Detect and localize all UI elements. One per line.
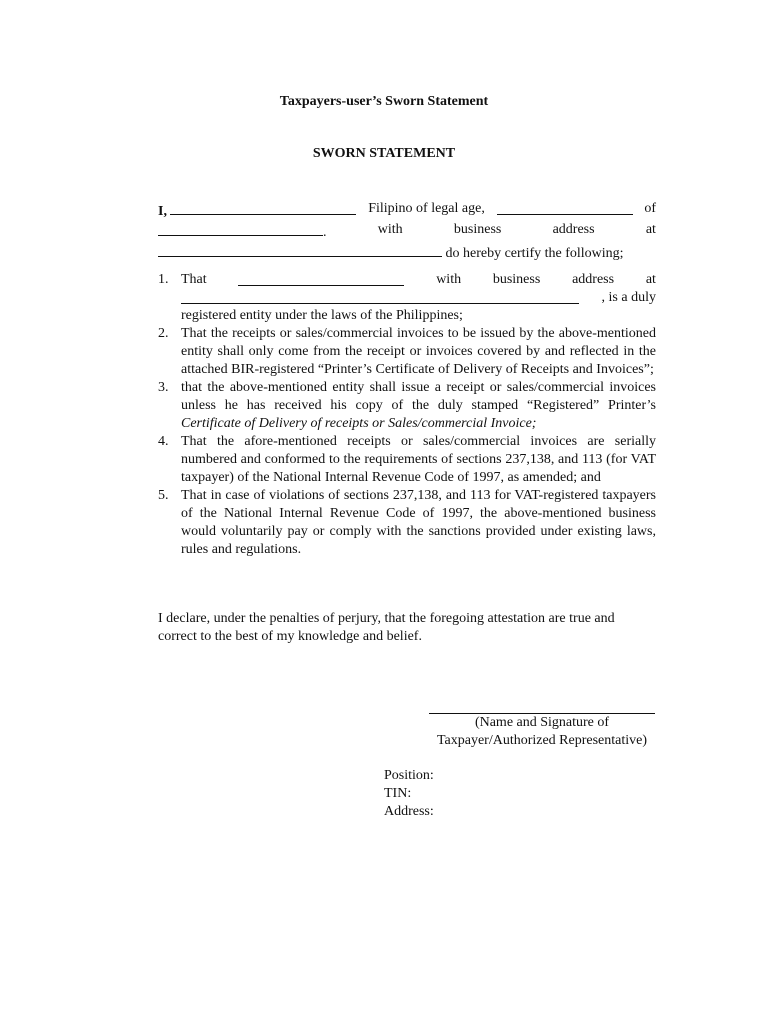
business-address-blank bbox=[158, 242, 442, 257]
signature-role-label: Taxpayer/Authorized Representative) bbox=[436, 733, 648, 748]
intro-business: business bbox=[453, 222, 502, 237]
list-item bbox=[158, 433, 656, 487]
item-number: 2. bbox=[158, 326, 169, 341]
intro-at: at bbox=[645, 222, 656, 237]
entity-address-blank bbox=[181, 289, 579, 304]
intro-line-1 bbox=[158, 200, 656, 221]
intro-line-3 bbox=[158, 242, 656, 263]
item-text: That the afore-mentioned receipts or sales/commercial invoices are serially numbered and conformed to the requirements of sections 237,138, and 113 (for VAT taxpayer) of the National Internal Revenue Code of 1997, as amended; and bbox=[181, 434, 656, 485]
declaration-paragraph: I declare, under the penalties of perjury, that the foregoing attestation are true and correct to the best of my knowledge and belief. bbox=[158, 611, 615, 644]
intro-certify: do hereby certify the following; bbox=[445, 246, 624, 261]
item-text: That the receipts or sales/commercial invoices to be issued by the above-mentioned entity shall only come from the receipt or invoices covered by and reflected in the attached BIR-registered “Printer’s Certificate of Delivery of Receipts and Invoices”; bbox=[181, 326, 656, 377]
item-number: 3. bbox=[158, 380, 169, 395]
list-item bbox=[158, 325, 656, 379]
item-number: 5. bbox=[158, 488, 169, 503]
list-item bbox=[158, 487, 656, 559]
age-blank bbox=[497, 200, 633, 215]
intro-paragraph bbox=[158, 200, 656, 263]
list-item: 1. That with business address at , is a duly registered entity under the laws of the Philippines; bbox=[158, 272, 656, 323]
name-blank bbox=[170, 200, 356, 215]
item-number: 1. bbox=[158, 272, 169, 287]
item-text: that the above-mentioned entity shall issue a receipt or sales/commercial invoices unless he has received his copy of the duly stamped “Registered” Printer’s bbox=[181, 380, 656, 413]
intro-pronoun: I, bbox=[158, 204, 167, 219]
item-italic-text: Certificate of Delivery of receipts or Sales/commercial Invoice; bbox=[181, 416, 537, 431]
signature-name-label: (Name and Signature of bbox=[474, 715, 610, 730]
certification-list bbox=[158, 271, 656, 559]
address-label: Address: bbox=[384, 804, 434, 819]
intro-of: of bbox=[644, 201, 656, 216]
tin-label: TIN: bbox=[384, 786, 412, 801]
position-label: Position: bbox=[384, 768, 434, 783]
entity-name-blank bbox=[238, 271, 404, 286]
intro-address: address bbox=[552, 222, 595, 237]
item-number: 4. bbox=[158, 434, 169, 449]
list-item bbox=[158, 379, 656, 433]
intro-filipino: Filipino of legal age, bbox=[368, 201, 485, 216]
intro-line-2 bbox=[158, 221, 656, 242]
item-text: That in case of violations of sections 237,138, and 113 for VAT-registered taxpayers of the National Internal Revenue Code of 1997, the above-mentioned business would voluntarily pay or comply with the sanctions provided under existing laws, rules and regulations. bbox=[181, 488, 656, 557]
intro-period: . bbox=[323, 225, 327, 240]
intro-with: with bbox=[377, 222, 403, 237]
document-title: Taxpayers-user’s Sworn Statement bbox=[279, 94, 489, 109]
residence-blank bbox=[158, 221, 323, 236]
statement-heading: SWORN STATEMENT bbox=[312, 146, 456, 161]
signatory-details bbox=[384, 767, 434, 821]
